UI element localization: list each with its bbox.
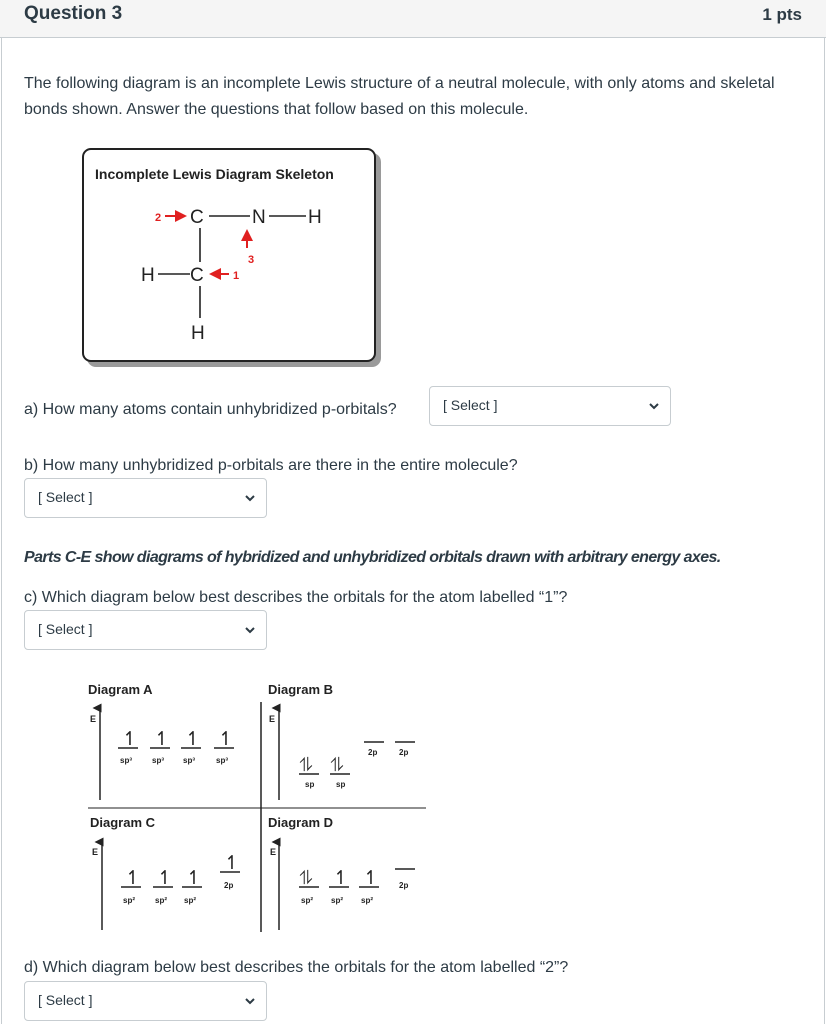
diagram-b-orbital	[330, 755, 350, 789]
orbital-label: sp²	[361, 896, 373, 905]
orbital-label: sp²	[155, 896, 167, 905]
atom-h-right: H	[308, 207, 322, 228]
question-d-text: d) Which diagram below best describes the orbitals for the atom labelled “2”?	[24, 959, 569, 976]
question-b-select-value: [ Select ]	[38, 489, 93, 505]
diagram-d-orbital	[395, 869, 415, 890]
electron-up: ↿	[185, 729, 201, 750]
atom-c-mid: C	[190, 265, 204, 286]
orbital-label: 2p	[399, 748, 409, 757]
diagram-a-energy-label: E	[90, 714, 97, 724]
diagram-d-title: Diagram D	[268, 815, 334, 830]
frame-right-border	[824, 37, 825, 1024]
frame-left-border	[1, 37, 2, 1024]
orbital-label: sp³	[183, 756, 195, 765]
atom-n: N	[252, 207, 266, 228]
diagram-c-title: Diagram C	[90, 815, 156, 830]
lewis-diagram	[82, 148, 376, 362]
diagram-a-orbital	[118, 729, 138, 765]
orbital-label: 2p	[368, 748, 378, 757]
diagram-a-orbital	[150, 729, 170, 765]
orbital-diagrams	[80, 672, 440, 942]
electron-up: ↿	[157, 868, 173, 889]
diagram-d-energy-label: E	[270, 847, 277, 857]
question-c-select[interactable]	[24, 610, 267, 650]
chevron-down-icon	[244, 624, 256, 636]
diagram-b-orbital	[299, 755, 319, 789]
diagram-c-orbital	[220, 853, 240, 890]
parts-note: Parts C-E show diagrams of hybridized and unhybridized orbitals drawn with arbitrary energy axes.	[24, 549, 721, 566]
electron-up: ↿	[224, 853, 240, 874]
question-b-text: b) How many unhybridized p-orbitals are there in the entire molecule?	[24, 457, 518, 474]
diagram-a-title: Diagram A	[88, 682, 153, 697]
question-c-select-value: [ Select ]	[38, 621, 93, 637]
electron-up: ↿	[125, 868, 141, 889]
electron-up: ↿	[363, 868, 379, 889]
orbital-label: sp³	[216, 756, 228, 765]
question-points: 1 pts	[762, 5, 802, 24]
question-a-select[interactable]	[429, 386, 671, 426]
electron-up: ↿	[333, 868, 349, 889]
orbital-label: sp²	[184, 896, 196, 905]
orbital-label: 2p	[399, 881, 409, 890]
diagram-b-title: Diagram B	[268, 682, 334, 697]
electron-pair: ⥮	[299, 868, 313, 889]
electron-up: ↿	[186, 868, 202, 889]
question-a-select-value: [ Select ]	[443, 397, 498, 413]
electron-pair: ⥮	[330, 755, 344, 776]
diagram-b-orbital	[364, 742, 384, 757]
atom-h-left: H	[141, 265, 155, 286]
electron-up: ↿	[122, 729, 138, 750]
orbital-label: 2p	[224, 881, 234, 890]
atom-h-bottom: H	[191, 323, 205, 344]
orbital-label: sp	[336, 780, 346, 789]
diagram-b-energy-label: E	[269, 714, 276, 724]
question-c-text: c) Which diagram below best describes the orbitals for the atom labelled “1”?	[24, 589, 568, 606]
question-header	[0, 0, 826, 38]
chevron-down-icon	[244, 995, 256, 1007]
diagram-b-orbital	[395, 742, 415, 757]
orbital-label: sp²	[301, 896, 313, 905]
diagram-c-orbital	[153, 868, 173, 905]
lewis-svg	[84, 150, 374, 360]
diagram-d-orbital	[329, 868, 349, 905]
diagram-a-orbital	[181, 729, 201, 765]
orbital-label: sp³	[152, 756, 164, 765]
orbital-label: sp²	[331, 896, 343, 905]
question-a-text: a) How many atoms contain unhybridized p-orbitals?	[24, 401, 397, 418]
diagram-d-orbital	[299, 868, 319, 905]
diagram-c-orbital	[121, 868, 141, 905]
electron-up: ↿	[218, 729, 234, 750]
orbital-label: sp³	[120, 756, 132, 765]
diagram-c-orbital	[182, 868, 202, 905]
question-d-select[interactable]	[24, 981, 267, 1021]
diagram-d-orbital	[359, 868, 379, 905]
diagram-a-orbital	[214, 729, 234, 765]
label-one: 1	[233, 270, 240, 282]
label-two: 2	[155, 212, 162, 224]
question-title: Question 3	[24, 3, 123, 24]
chevron-down-icon	[244, 492, 256, 504]
atom-c-top: C	[190, 207, 204, 228]
label-three: 3	[248, 254, 255, 266]
electron-up: ↿	[154, 729, 170, 750]
lewis-title: Incomplete Lewis Diagram Skeleton	[95, 166, 334, 182]
question-b-select[interactable]	[24, 478, 267, 518]
electron-pair: ⥮	[299, 755, 313, 776]
orbital-label: sp²	[123, 896, 135, 905]
diagram-c-energy-label: E	[92, 847, 99, 857]
orbital-label: sp	[305, 780, 315, 789]
question-intro: The following diagram is an incomplete Lewis structure of a neutral molecule, with only atoms and skeletal bonds shown. Answer the questions that follow based on this molecule.	[24, 75, 775, 118]
question-d-select-value: [ Select ]	[38, 992, 93, 1008]
chevron-down-icon	[648, 400, 660, 412]
